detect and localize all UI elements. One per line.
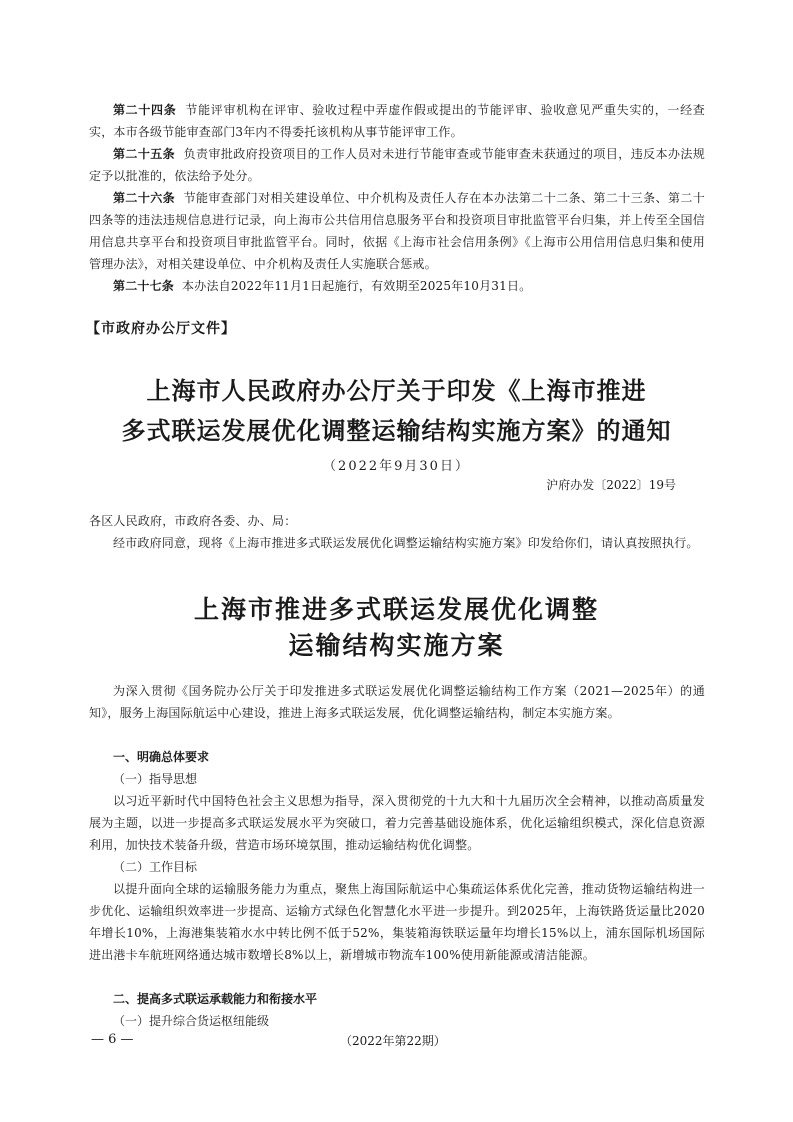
article-text: 负责审批政府投资项目的工作人员对未进行节能审查或节能审查未获通过的项目，违反本办法规定予以批准的，依法给予处分。	[89, 147, 705, 183]
article-text: 本办法自2022年11月1日起施行，有效期至2025年10月31日。	[182, 279, 532, 293]
addressee: 各区人民政府，市政府各委、办、局：	[89, 514, 297, 528]
plan-intro: 为深入贯彻《国务院办公厅关于印发推进多式联运发展优化调整运输结构工作方案（2021—2025年）的通知》，服务上海国际航运中心建设，推进上海多式联运发展，优化调整运输结构，制定本实施方案。	[89, 684, 705, 720]
notice-date: （2022年9月30日）	[323, 459, 470, 474]
subheading-1-1: （一）指导思想	[113, 772, 198, 786]
plan-title-line-1: 上海市推进多式联运发展优化调整	[193, 595, 599, 624]
article-26	[89, 187, 705, 275]
heading-2: 二、提高多式联运承载能力和衔接水平	[113, 992, 318, 1006]
heading-1: 一、明确总体要求	[113, 750, 210, 764]
issue-number: （2022年第22期）	[340, 1034, 446, 1048]
subheading-2-1: （一）提升综合货运枢纽能级	[113, 1014, 270, 1028]
article-label: 第二十五条	[113, 147, 176, 161]
article-label: 第二十七条	[113, 279, 175, 293]
article-25	[89, 143, 705, 187]
article-24	[89, 99, 705, 143]
article-text: 节能评审机构在评审、验收过程中弄虚作假或提出的节能评审、验收意见严重失实的，一经查实，本市各级节能审查部门3年内不得委托该机构从事节能评审工作。	[89, 103, 705, 139]
plan-title-line-2: 运输结构实施方案	[288, 631, 505, 660]
page-number: — 6 —	[91, 1032, 134, 1047]
notice-body: 经市政府同意，现将《上海市推进多式联运发展优化调整运输结构实施方案》印发给你们，请认真按照执行。	[113, 536, 699, 550]
article-text: 节能审查部门对相关建设单位、中介机构及责任人存在本办法第二十二条、第二十三条、第二十四条等的违法违规信息进行记录，向上海市公共信用信息服务平台和投资项目审批监管平台归集，并上传至全国信用信息共享平台和投资项目审批监管平台。同时，依据《上海市社会信用条例》《上海市公用信用信息归集和使用管理办法》，对相关建设单位、中介机构及责任人实施联合惩戒。	[89, 191, 705, 271]
notice-title-line-1: 上海市人民政府办公厅关于印发《上海市推进	[146, 376, 647, 405]
document-number: 沪府办发〔2022〕19号	[546, 478, 676, 492]
subheading-1-2: （二）工作目标	[113, 860, 198, 874]
article-27	[89, 275, 705, 297]
paragraph-work-goals: 以提升面向全球的运输服务能力为重点，聚焦上海国际航运中心集疏运体系优化完善，推动货物运输结构进一步优化、运输组织效率进一步提高、运输方式绿色化智慧化水平进一步提升。到2025年，上海铁路货运量比2020年增长10%，上海港集装箱水水中转比例不低于52%，集装箱海铁联运量年均增长15%以上，浦东国际机场国际进出港卡车航班网络通达城市数增长8%以上，新增城市物流车100%使用新能源或清洁能源。	[89, 882, 705, 962]
paragraph-guiding-thought: 以习近平新时代中国特色社会主义思想为指导，深入贯彻党的十九大和十九届历次全会精神，以推动高质量发展为主题，以进一步提高多式联运发展水平为突破口，着力完善基础设施体系，优化运输组织模式，深化信息资源利用，加快技术装备升级，营造市场环境氛围，推动运输结构优化调整。	[89, 794, 705, 852]
article-label: 第二十四条	[113, 103, 177, 117]
article-label: 第二十六条	[113, 191, 176, 205]
notice-title-line-2: 多式联运发展优化调整运输结构实施方案》的通知	[121, 416, 672, 445]
section-tag: 【市政府办公厅文件】	[86, 321, 236, 337]
